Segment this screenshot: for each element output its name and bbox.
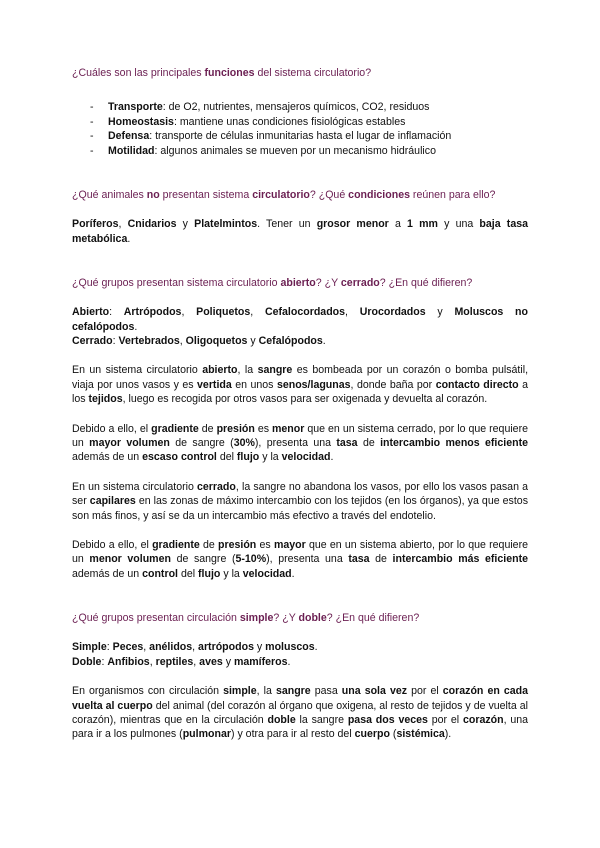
question-simple-doble: ¿Qué grupos presentan circulación simple? ¿Y doble? ¿En qué difieren? <box>72 612 420 625</box>
answer-sin-circulatorio: Poríferos, Cnidarios y Platelmintos. Tener un grosor menor a 1 mm y una baja tasa metabólica. <box>72 218 528 245</box>
question-sin-circulatorio: ¿Qué animales no presentan sistema circulatorio? ¿Qué condiciones reúnen para ello? <box>72 189 496 202</box>
paragraph-cerrado-consecuencias: Debido a ello, el gradiente de presión es mayor que en un sistema abierto, por lo que requiere un menor volumen de sangre (5-10%), presenta una tasa de intercambio más eficiente además de un control del flujo y la velocidad. <box>72 539 528 580</box>
funciones-list <box>72 100 528 158</box>
document-page <box>72 66 528 742</box>
list-item: - Motilidad: algunos animales se mueven por un mecanismo hidráulico <box>90 144 436 157</box>
cerrado-groups: Cerrado: Vertebrados, Oligoquetos y Cefalópodos. <box>72 335 326 347</box>
paragraph-simple-doble: En organismos con circulación simple, la sangre pasa una sola vez por el corazón en cada vuelta al cuerpo del animal (del corazón al órgano que oxigena, al resto de tejidos y de vuelta al corazón), mientras que en la circulación doble la sangre pasa dos veces por el corazón, una para ir a los pulmones (pulmonar) y otra para ir al resto del cuerpo (sistémica). <box>72 685 529 741</box>
simple-groups: Simple: Peces, anélidos, artrópodos y moluscos. <box>72 641 318 654</box>
list-item: - Homeostasis: mantiene unas condiciones fisiológicas estables <box>90 115 406 128</box>
question-abierto-cerrado: ¿Qué grupos presentan sistema circulatorio abierto? ¿Y cerrado? ¿En qué difieren? <box>72 277 473 290</box>
paragraph-abierto: En un sistema circulatorio abierto, la sangre es bombeada por un corazón o bomba pulsátil, viaja por unos vasos y es vertida en unos senos/lagunas, donde baña por contacto directo a los tejidos, luego es recogida por otros vasos para ser oxigenada y devuelta al corazón. <box>72 364 529 406</box>
list-item: - Defensa: transporte de células inmunitarias hasta el lugar de inflamación <box>90 130 452 143</box>
abierto-groups: Abierto: Artrópodos, Poliquetos, Cefalocordados, Urocordados y Moluscos no cefalópodos. <box>72 306 528 333</box>
list-item: - Transporte: de O2, nutrientes, mensajeros químicos, CO2, residuos <box>90 101 430 113</box>
question-funciones: ¿Cuáles son las principales funciones del sistema circulatorio? <box>72 67 372 79</box>
paragraph-abierto-consecuencias: Debido a ello, el gradiente de presión es menor que en un sistema cerrado, por lo que requiere un mayor volumen de sangre (30%), presenta una tasa de intercambio menos eficiente además de un escaso control del flujo y la velocidad. <box>72 422 528 464</box>
doble-groups: Doble: Anfibios, reptiles, aves y mamíferos. <box>72 655 291 668</box>
paragraph-cerrado: En un sistema circulatorio cerrado, la sangre no abandona los vasos, por ello los vasos pasan a ser capilares en las zonas de máximo intercambio con los tejidos (en los órganos), ya que estos son más finos, y así se da un intercambio más efectivo a través del endotelio. <box>72 480 528 522</box>
